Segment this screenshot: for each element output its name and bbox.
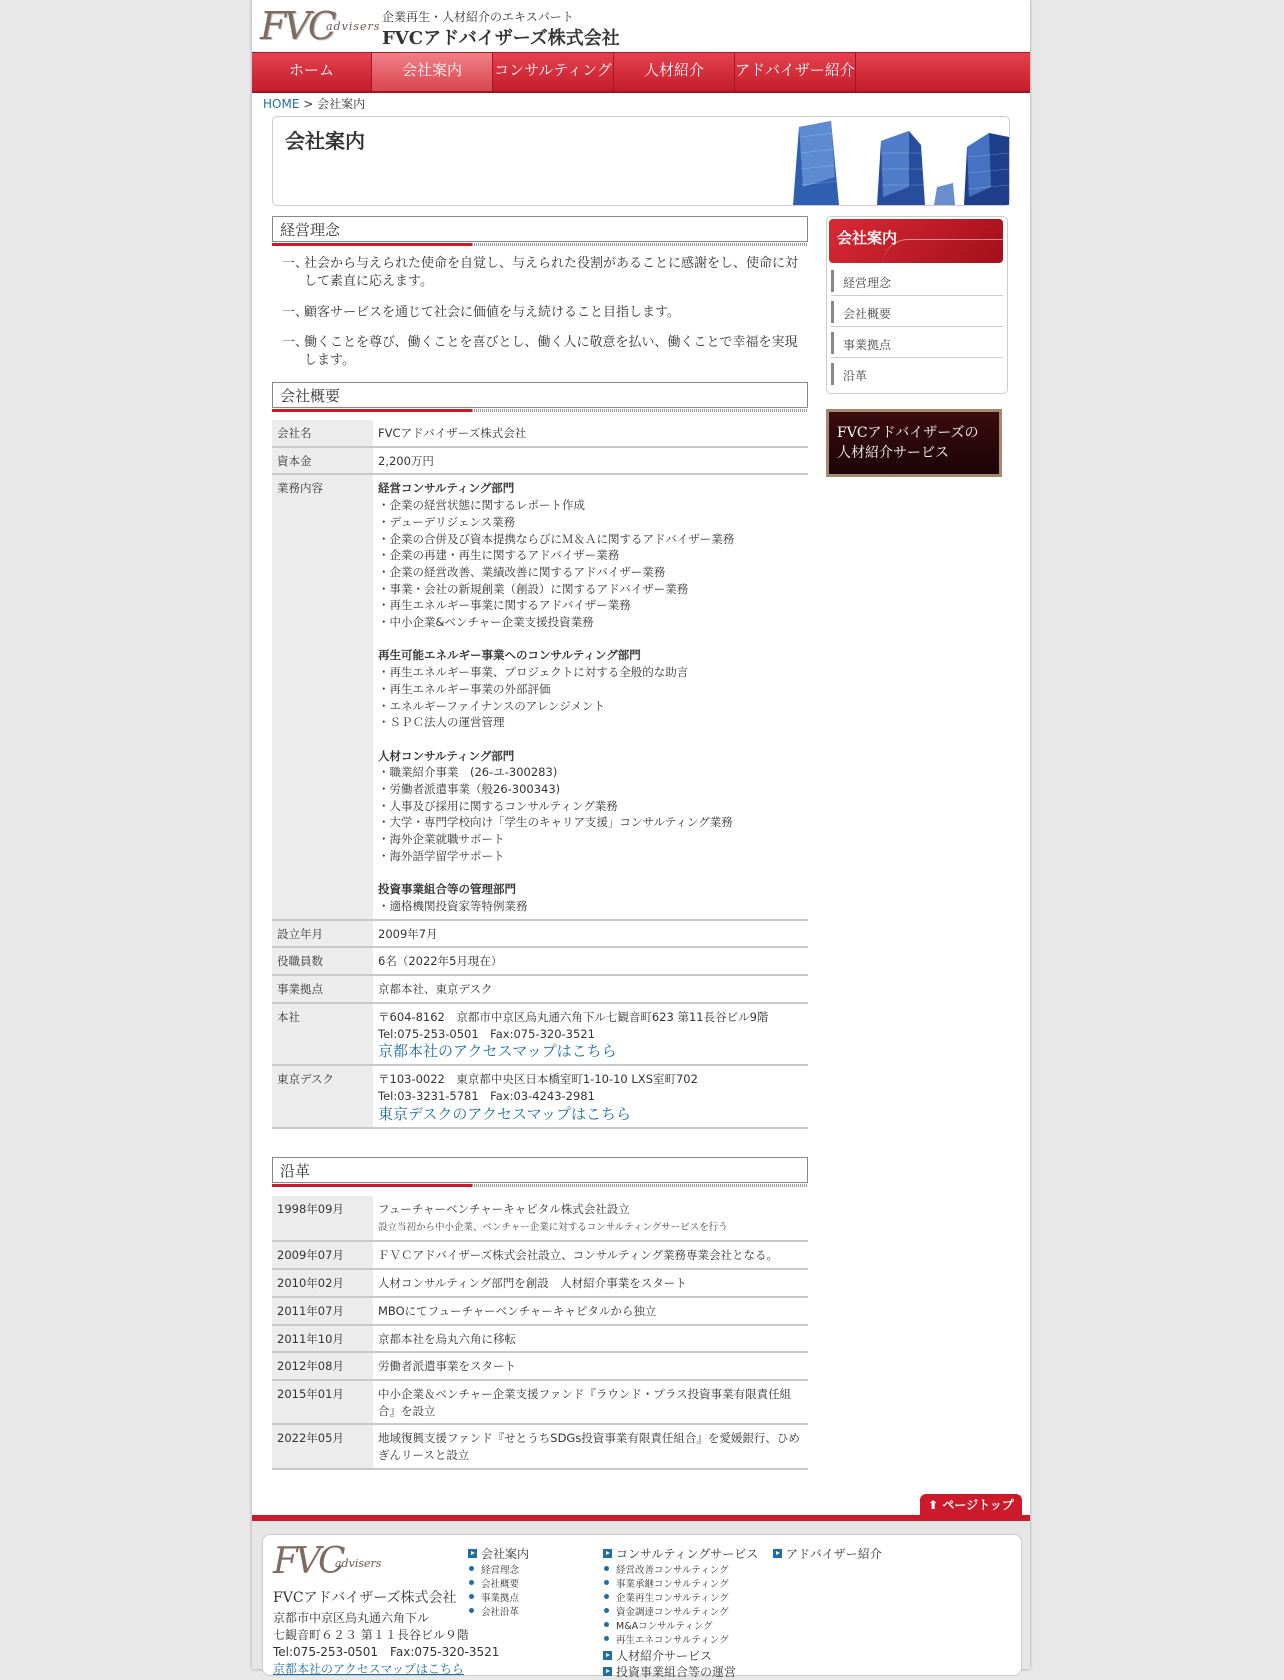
history-event: 地域復興支援ファンド『せとうちSDGs投資事業有限責任組合』を愛媛銀行、ひめぎんリースと設立 bbox=[373, 1425, 808, 1469]
history-date: 2015年01月 bbox=[272, 1381, 373, 1425]
site-company-name: FVCアドバイザーズ株式会社 bbox=[382, 28, 620, 49]
row-value: 2,200万円 bbox=[373, 448, 808, 476]
history-event: ＦＶＣアドバイザーズ株式会社設立、コンサルティング業務専業会社となる。 bbox=[373, 1242, 808, 1270]
footer-map-link[interactable]: 京都本社のアクセスマップはこちら bbox=[273, 1662, 464, 1676]
page-top-button[interactable] bbox=[920, 1494, 1022, 1516]
row-value bbox=[373, 1004, 808, 1066]
history-date: 1998年09月 bbox=[272, 1196, 373, 1242]
page-top-label: ページトップ bbox=[942, 1498, 1014, 1512]
table-row bbox=[272, 420, 808, 448]
section-heading-text: 経営理念 bbox=[280, 221, 341, 239]
row-key: 東京デスク bbox=[272, 1066, 373, 1128]
breadcrumb-current: 会社案内 bbox=[317, 97, 366, 111]
sidebar-item-philosophy[interactable] bbox=[831, 267, 1003, 296]
nav-recruitment[interactable]: 人材紹介 bbox=[614, 53, 735, 91]
nav-consulting[interactable]: コンサルティング bbox=[493, 53, 614, 91]
footer-link-advisers[interactable] bbox=[773, 1545, 882, 1562]
history-event: 労働者派遣事業をスタート bbox=[373, 1353, 808, 1381]
nav-advisers[interactable]: アドバイザー紹介 bbox=[735, 53, 856, 91]
footer-link-company[interactable] bbox=[468, 1545, 529, 1562]
table-row bbox=[272, 1196, 808, 1242]
footer-logo-sub: advisers bbox=[335, 1557, 382, 1570]
table-row bbox=[272, 1326, 808, 1354]
philosophy-dash: 一、 bbox=[282, 335, 309, 350]
footer-link-recruitment[interactable] bbox=[603, 1647, 712, 1664]
page-title-box bbox=[272, 116, 1010, 206]
global-nav bbox=[252, 52, 1030, 93]
heading-underline bbox=[272, 1184, 808, 1187]
history-event: フューチャーベンチャーキャピタル株式会社設立 bbox=[378, 1202, 630, 1216]
business-item: ・労働者派遣事業（般26-300343) bbox=[378, 782, 561, 797]
sidebar-item-label: 会社概要 bbox=[843, 307, 892, 321]
sidebar-title bbox=[829, 219, 1003, 263]
breadcrumb-home-link[interactable]: HOME bbox=[263, 97, 300, 111]
table-row bbox=[272, 1270, 808, 1298]
row-key: 資本金 bbox=[272, 448, 373, 476]
business-item: ・企業の再建・再生に関するアドバイザー業務 bbox=[378, 548, 620, 563]
business-item: ・海外語学留学サポート bbox=[378, 848, 505, 863]
footer-link-fund[interactable] bbox=[603, 1663, 736, 1680]
footer-sublink[interactable]: 経営改善コンサルティング bbox=[616, 1562, 729, 1576]
row-value: FVCアドバイザーズ株式会社 bbox=[373, 420, 808, 448]
business-group-title: 人材コンサルティング部門 bbox=[378, 748, 515, 763]
table-row bbox=[272, 976, 808, 1004]
business-group-title: 投資事業組合等の管理部門 bbox=[378, 882, 516, 897]
row-key: 本社 bbox=[272, 1004, 373, 1066]
footer-sublink[interactable]: 経営理念 bbox=[481, 1562, 519, 1576]
philosophy-text: 顧客サービスを通じて社会に価値を与え続けること目指します。 bbox=[304, 305, 680, 320]
history-date: 2010年02月 bbox=[272, 1270, 373, 1298]
sidebar-menu bbox=[826, 216, 1008, 394]
philosophy-text: 働くことを尊び、働くことを喜びとし、働く人に敬意を払い、働くことで幸福を実現します。 bbox=[304, 335, 798, 368]
business-item: ・再生エネルギー事業の外部評価 bbox=[378, 681, 551, 696]
hq-map-link[interactable]: 京都本社のアクセスマップはこちら bbox=[378, 1042, 617, 1061]
section-heading-text: 沿革 bbox=[280, 1162, 311, 1180]
footer-sublink[interactable]: 事業承継コンサルティング bbox=[616, 1576, 729, 1590]
history-note: 設立当初から中小企業、ベンチャー企業に対するコンサルティングサービスを行う bbox=[378, 1221, 728, 1233]
footer-sublink[interactable]: 資金調達コンサルティング bbox=[616, 1604, 729, 1618]
breadcrumb bbox=[263, 95, 365, 112]
table-row bbox=[272, 1242, 808, 1270]
table-row bbox=[272, 948, 808, 976]
arrow-right-icon bbox=[773, 1549, 782, 1558]
arrow-up-icon: ⬆ bbox=[928, 1498, 939, 1512]
footer-logo[interactable] bbox=[273, 1543, 383, 1583]
row-key: 事業拠点 bbox=[272, 976, 373, 1004]
site-header bbox=[252, 0, 1030, 52]
business-item: ・再生エネルギー事業、プロジェクトに対する全般的な助言 bbox=[378, 665, 689, 680]
row-value bbox=[373, 1066, 808, 1128]
footer-link-label: 投資事業組合等の運営 bbox=[616, 1665, 737, 1679]
footer-link-label: 人材紹介サービス bbox=[616, 1649, 713, 1663]
footer-sublink[interactable]: 会社沿革 bbox=[481, 1604, 519, 1618]
footer-sublink[interactable]: M&Aコンサルティング bbox=[616, 1618, 713, 1632]
logo-sub: advisers bbox=[326, 20, 381, 33]
site-footer bbox=[262, 1534, 1022, 1679]
business-item: ・事業・会社の新規創業（創設）に関するアドバイザー業務 bbox=[378, 581, 689, 596]
sidebar-item-bar bbox=[831, 301, 834, 323]
table-row bbox=[272, 475, 808, 920]
table-row bbox=[272, 448, 808, 476]
sidebar-item-bar bbox=[831, 363, 834, 385]
philosophy-dash: 一、 bbox=[282, 256, 309, 271]
footer-sublink[interactable]: 企業再生コンサルティング bbox=[616, 1590, 729, 1604]
hq-address: 〒604-8162 京都市中京区烏丸通六角下ル七観音町623 第11長谷ビル9階 bbox=[378, 1009, 769, 1024]
business-item: ・企業の合併及び資本提携ならびにＭ＆Ａに関するアドバイザー業務 bbox=[378, 531, 735, 546]
tokyo-address: 〒103-0022 東京都中央区日本橋室町1-10-10 LXS室町702 bbox=[378, 1072, 698, 1087]
footer-address1: 京都市中京区烏丸通六角下ル bbox=[273, 1611, 430, 1625]
arrow-right-icon bbox=[603, 1651, 612, 1660]
row-value: 京都本社、東京デスク bbox=[373, 976, 808, 1004]
sidebar-item-bar bbox=[831, 270, 834, 292]
history-event: MBOにてフューチャーベンチャーキャピタルから独立 bbox=[373, 1298, 808, 1326]
business-item: ・中小企業&ベンチャー企業支援投資業務 bbox=[378, 615, 594, 630]
footer-sublink[interactable]: 事業拠点 bbox=[481, 1590, 519, 1604]
heading-underline bbox=[272, 409, 808, 412]
row-key: 設立年月 bbox=[272, 921, 373, 949]
section-heading-philosophy bbox=[272, 216, 808, 242]
sidebar-item-overview[interactable] bbox=[831, 298, 1003, 327]
history-event: 人材コンサルティング部門を創設 人材紹介事業をスタート bbox=[373, 1270, 808, 1298]
footer-tel: Tel:075-253-0501 Fax:075-320-3521 bbox=[273, 1645, 500, 1659]
hq-tel: Tel:075-253-0501 Fax:075-320-3521 bbox=[378, 1026, 595, 1041]
footer-address2: 七観音町６２３ 第１１長谷ビル９階 bbox=[273, 1628, 469, 1642]
history-event: 京都本社を烏丸六角に移転 bbox=[373, 1326, 808, 1354]
business-group-title: 再生可能エネルギー事業へのコンサルティング部門 bbox=[378, 648, 641, 663]
business-item: ・職業紹介事業 (26-ユ-300283) bbox=[378, 765, 558, 780]
business-content bbox=[373, 475, 808, 920]
breadcrumb-separator: > bbox=[303, 97, 314, 111]
table-row bbox=[272, 1298, 808, 1326]
table-row bbox=[272, 1004, 808, 1066]
philosophy-dash: 一、 bbox=[282, 305, 309, 320]
business-group-title: 経営コンサルティング部門 bbox=[378, 481, 515, 496]
business-item: ・海外企業就職サポート bbox=[378, 832, 505, 847]
table-row bbox=[272, 1353, 808, 1381]
philosophy-item bbox=[282, 334, 802, 370]
business-item: ・再生エネルギー事業に関するアドバイザー業務 bbox=[378, 598, 631, 613]
page-container bbox=[252, 0, 1030, 1679]
table-row bbox=[272, 1066, 808, 1128]
history-text bbox=[373, 1196, 808, 1242]
sidebar-item-label: 沿革 bbox=[843, 369, 868, 383]
business-item: ・企業の経営改善、業績改善に関するアドバイザー業務 bbox=[378, 564, 666, 579]
row-value: 2009年7月 bbox=[373, 921, 808, 949]
section-heading-history bbox=[272, 1157, 808, 1183]
sidebar-item-history[interactable] bbox=[831, 360, 1003, 388]
table-row bbox=[272, 1425, 808, 1469]
nav-home[interactable]: ホーム bbox=[252, 53, 372, 91]
business-item: ・人事及び採用に関するコンサルティング業務 bbox=[378, 798, 618, 813]
philosophy-item bbox=[282, 304, 802, 322]
arrow-right-icon bbox=[603, 1667, 612, 1676]
business-item: ・企業の経営状態に関するレポート作成 bbox=[378, 498, 585, 513]
row-key: 会社名 bbox=[272, 420, 373, 448]
philosophy-text: 社会から与えられた使命を自覚し、与えられた役割があることに感謝をし、使命に対して素直に応えます。 bbox=[304, 256, 799, 289]
section-heading-text: 会社概要 bbox=[280, 387, 341, 405]
business-item: ・ＳＰＣ法人の運営管理 bbox=[378, 715, 505, 730]
section-heading-overview bbox=[272, 382, 808, 408]
history-date: 2011年07月 bbox=[272, 1298, 373, 1326]
table-row bbox=[272, 921, 808, 949]
row-key: 業務内容 bbox=[272, 475, 373, 920]
philosophy-item bbox=[282, 255, 802, 291]
tokyo-tel: Tel:03-3231-5781 Fax:03-4243-2981 bbox=[378, 1088, 595, 1103]
footer-sublink[interactable]: 会社概要 bbox=[481, 1576, 519, 1590]
business-item: ・デューデリジェンス業務 bbox=[378, 514, 516, 529]
row-key: 役職員数 bbox=[272, 948, 373, 976]
overview-table bbox=[272, 420, 808, 1129]
sidebar-title-text: 会社案内 bbox=[837, 229, 898, 247]
arrow-right-icon bbox=[468, 1549, 477, 1558]
tokyo-map-link[interactable]: 東京デスクのアクセスマップはこちら bbox=[378, 1104, 632, 1123]
logo-mark: FVC bbox=[260, 4, 334, 48]
sidebar-item-offices[interactable] bbox=[831, 329, 1003, 358]
history-date: 2009年07月 bbox=[272, 1242, 373, 1270]
history-event: 中小企業＆ベンチャー企業支援ファンド『ラウンド・プラス投資事業有限責任組合』を設立 bbox=[373, 1381, 808, 1425]
sidebar-item-bar bbox=[831, 332, 834, 354]
footer-sublink[interactable]: 再生エネコンサルティング bbox=[616, 1632, 729, 1646]
footer-link-label: コンサルティングサービス bbox=[616, 1547, 759, 1561]
sidebar-item-label: 事業拠点 bbox=[843, 338, 892, 352]
buildings-image bbox=[769, 117, 1009, 205]
footer-link-label: アドバイザー紹介 bbox=[786, 1547, 882, 1561]
footer-link-consulting[interactable] bbox=[603, 1545, 758, 1562]
history-date: 2012年08月 bbox=[272, 1353, 373, 1381]
table-row bbox=[272, 1381, 808, 1425]
sidebar-item-label: 経営理念 bbox=[843, 276, 892, 290]
row-value: 6名（2022年5月現在） bbox=[373, 948, 808, 976]
history-date: 2022年05月 bbox=[272, 1425, 373, 1469]
page-title: 会社案内 bbox=[285, 129, 365, 153]
business-item: ・適格機関投資家等特例業務 bbox=[378, 898, 528, 913]
business-item: ・大学・専門学校向け「学生のキャリア支援」コンサルティング業務 bbox=[378, 815, 733, 830]
history-date: 2011年10月 bbox=[272, 1326, 373, 1354]
site-tagline: 企業再生・人材紹介のエキスパート bbox=[382, 10, 574, 24]
nav-company[interactable]: 会社案内 bbox=[372, 53, 493, 91]
footer-link-label: 会社案内 bbox=[481, 1547, 530, 1561]
site-logo[interactable] bbox=[260, 4, 381, 48]
business-item: ・エネルギーファイナンスのアレンジメント bbox=[378, 698, 605, 713]
banner-line1: FVCアドバイザーズの bbox=[837, 425, 979, 441]
footer-logo-mark: FVC bbox=[273, 1541, 343, 1582]
footer-company: FVCアドバイザーズ株式会社 bbox=[273, 1590, 457, 1606]
heading-underline bbox=[272, 243, 808, 246]
banner-line2: 人材紹介サービス bbox=[837, 445, 949, 461]
history-table bbox=[272, 1196, 808, 1470]
recruitment-banner[interactable] bbox=[826, 409, 1002, 477]
arrow-right-icon bbox=[603, 1549, 612, 1558]
